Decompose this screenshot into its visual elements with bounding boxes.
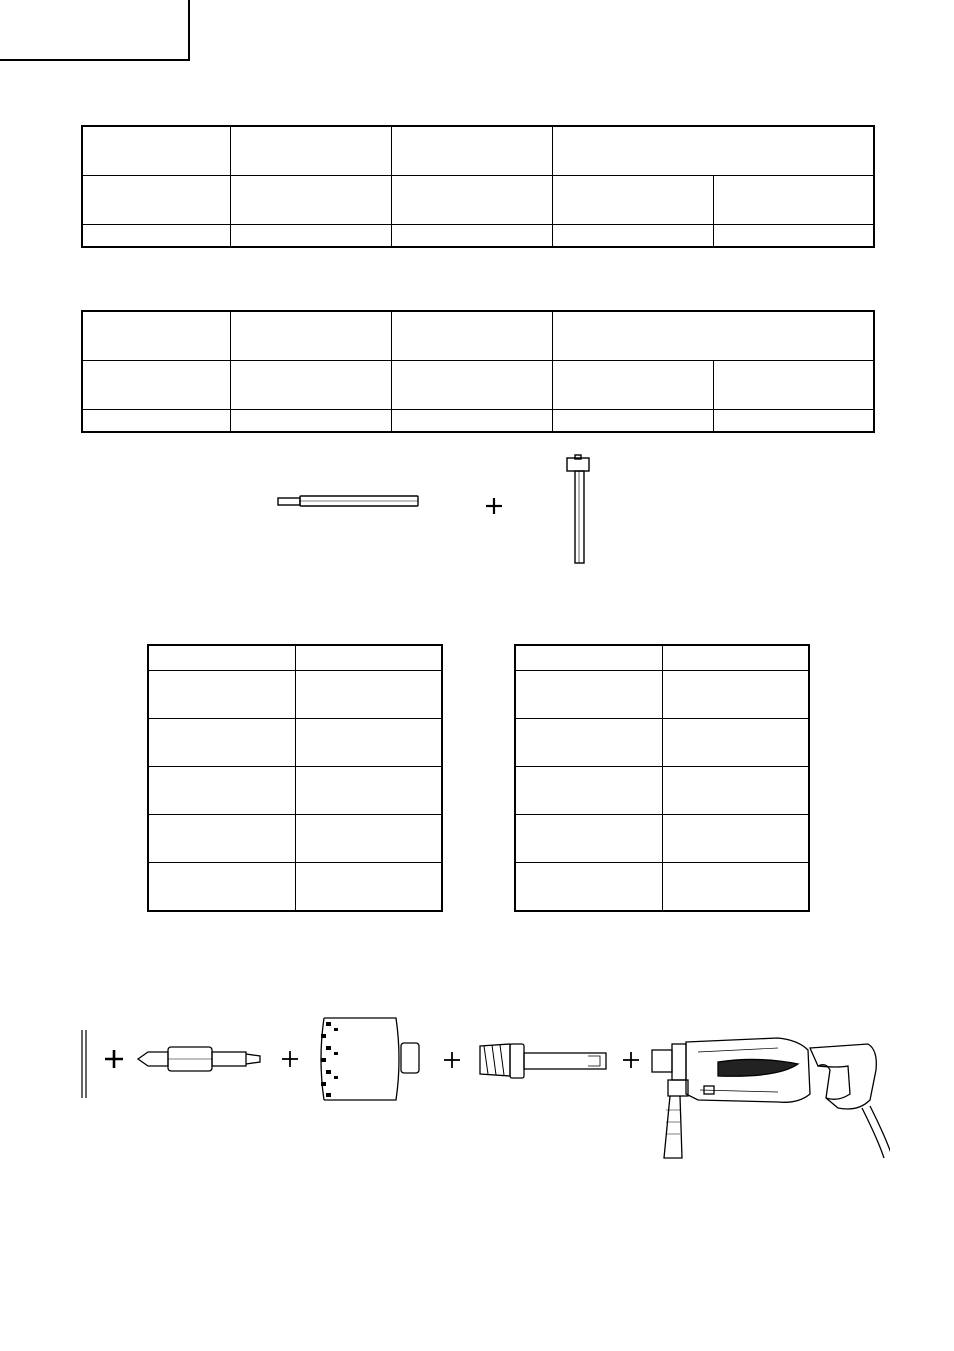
- table-cell: [230, 410, 391, 433]
- plus-icon: [623, 1052, 639, 1068]
- bit-and-hammer-illustration: [270, 450, 630, 575]
- table-cell: [662, 671, 809, 719]
- table-cell: [295, 767, 442, 815]
- table-cell: [552, 225, 713, 248]
- table-cell: [230, 361, 391, 410]
- table-cell: [662, 719, 809, 767]
- table-cell: [230, 126, 391, 176]
- table-cell: [662, 645, 809, 671]
- table-cell: [552, 361, 713, 410]
- table-cell: [295, 671, 442, 719]
- table-cell: [552, 410, 713, 433]
- adapter-shank-icon: [480, 1044, 606, 1078]
- table-cell: [391, 225, 552, 248]
- table-cell: [295, 719, 442, 767]
- table-cell: [82, 410, 230, 433]
- plus-icon: [486, 498, 502, 514]
- page-corner-tab: [0, 0, 190, 61]
- plus-icon: [105, 1050, 123, 1068]
- table-cell: [391, 410, 552, 433]
- table-cell: [82, 225, 230, 248]
- spec-table-4: [514, 644, 810, 912]
- plus-icon: [282, 1051, 298, 1067]
- table-cell: [662, 863, 809, 912]
- table-cell: [82, 176, 230, 225]
- table-cell: [295, 815, 442, 863]
- table-cell: [148, 767, 295, 815]
- table-cell: [82, 126, 230, 176]
- table-cell: [295, 863, 442, 912]
- table-cell: [713, 361, 874, 410]
- table-cell: [662, 815, 809, 863]
- table-cell: [82, 361, 230, 410]
- core-bit-assembly-illustration: [78, 1010, 890, 1170]
- table-cell: [230, 176, 391, 225]
- table-cell: [515, 719, 662, 767]
- spec-table-3: [147, 644, 443, 912]
- table-cell: [148, 671, 295, 719]
- table-cell: [713, 410, 874, 433]
- core-bit-icon: [321, 1018, 419, 1100]
- table-cell: [82, 311, 230, 361]
- hammer-icon: [567, 455, 589, 563]
- table-cell: [148, 719, 295, 767]
- table-cell: [391, 311, 552, 361]
- bit-icon: [278, 496, 418, 506]
- plus-icon: [444, 1052, 460, 1068]
- rotary-hammer-icon: [652, 1038, 890, 1158]
- table-cell: [148, 645, 295, 671]
- table-cell: [713, 225, 874, 248]
- table-cell: [552, 126, 874, 176]
- table-cell: [552, 311, 874, 361]
- table-cell: [713, 176, 874, 225]
- table-cell: [148, 863, 295, 912]
- table-cell: [391, 361, 552, 410]
- table-cell: [230, 311, 391, 361]
- table-cell: [515, 645, 662, 671]
- table-cell: [515, 767, 662, 815]
- table-cell: [295, 645, 442, 671]
- center-pin-icon: [138, 1047, 260, 1071]
- spec-table-2: [81, 310, 875, 433]
- table-cell: [552, 176, 713, 225]
- table-cell: [515, 815, 662, 863]
- table-cell: [391, 126, 552, 176]
- spec-table-1: [81, 125, 875, 248]
- table-cell: [230, 225, 391, 248]
- table-cell: [515, 863, 662, 912]
- table-cell: [515, 671, 662, 719]
- vertical-bar-icon: [82, 1030, 86, 1098]
- table-cell: [391, 176, 552, 225]
- table-cell: [148, 815, 295, 863]
- table-cell: [662, 767, 809, 815]
